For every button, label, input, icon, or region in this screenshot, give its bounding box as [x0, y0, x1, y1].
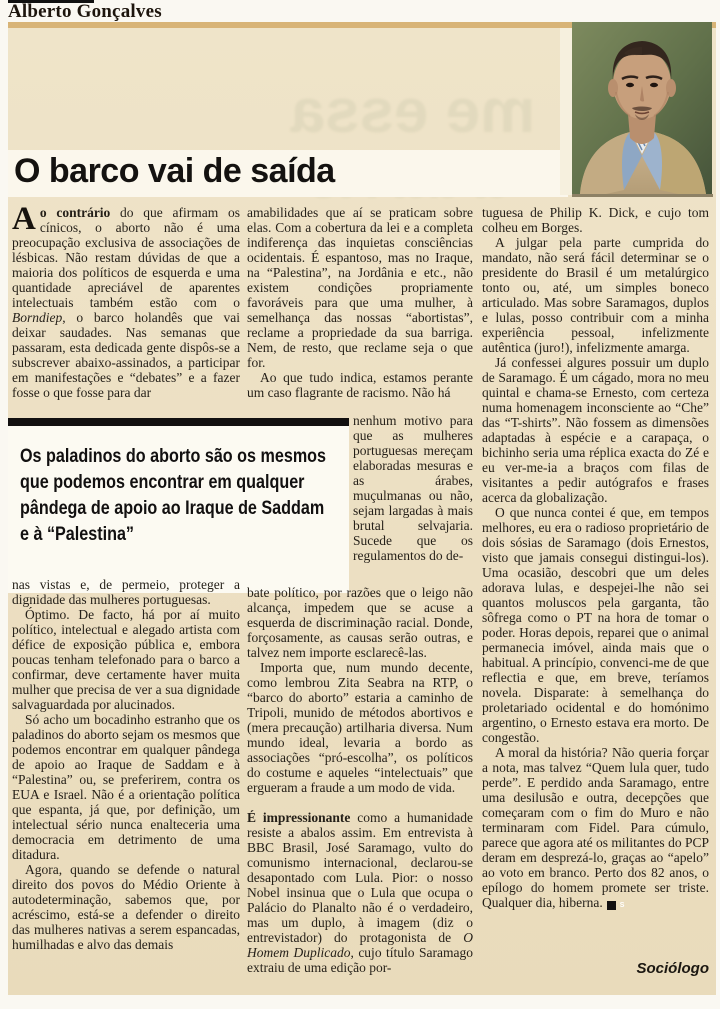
body-paragraph: bate político, por razões que o leigo não alcança, impedem que se acuse a esquerda de discriminação racial. Donde, forçosamente, as causas serão outras, e talvez nem importe esclarecê-las. [247, 585, 473, 660]
author-byline: Alberto Gonçalves [8, 1, 162, 22]
headline: O barco vai de saída [14, 152, 335, 190]
column-1-top [12, 201, 240, 400]
body-text: do que afirmam os cínicos, o aborto não é uma preocupação exclusiva de associações de lésbicas. Não restam dúvidas de que a maioria dos políticos de esquerda e uma quantidade apreciável de aparentes intelectuais também estão com o [12, 205, 240, 310]
pull-quote-line: que podemos encontrar em qualquer [20, 472, 305, 493]
pull-quote-line: pândega de apoio ao Iraque de Saddam [20, 498, 325, 519]
body-paragraph [482, 745, 709, 910]
body-text: como a humanidade resiste a abalos assim. Em entrevista à BBC Brasil, José Saramago, vulto do comunismo internacional, declarou-se desapontado com Lula. Pior: o nosso Nobel insinua que o Lula que ocupa o Palácio do Planalto não é o verdadeiro, mas um duplo, à imagem (diz o entrevistador) do protagonista de [247, 810, 473, 945]
author-role-signature: Sociólogo [636, 960, 709, 977]
photo-left-margin [560, 28, 572, 195]
body-paragraph: Importa que, num mundo decente, como lembrou Zita Seabra na RTP, o “barco do aborto” estaria a caminho de Tripoli, munido de métodos abortivos e (mera precaução) artilharia diversa. Num mundo ideal, levaria a bordo as associações “pró-escolha”, os políticos do costume e aqueles “intelectuais” que ergueram a fraude a um modo de vida. [247, 660, 473, 795]
pull-quote-top-bar [8, 418, 349, 426]
body-paragraph: A julgar pela parte cumprida do mandato, não será fácil determinar se o presidente do Brasil é um metalúrgico tonto ou, até, um simples boneco articulado. Mas sobre Saramagos, duplos e lulas, posso contribuir com a minha experiência pessoal, infelizmente autêntica (juro!), infelizmente amarga. [482, 235, 709, 355]
body-paragraph: Agora, quando se defende o natural direito dos povos do Médio Oriente à autodeterminação, sabemos que, por acréscimo, está-se a defender o direito das mulheres nativas a serem espancadas, humilhadas e alvo das demais [12, 862, 240, 952]
section-lead-bold: É impressionante [247, 810, 351, 825]
photo-bottom-shadow [572, 194, 713, 197]
column-3 [482, 205, 709, 910]
lead-in-bold: o contrário [39, 205, 111, 220]
drop-cap: A [12, 201, 36, 237]
column-2-narrow-wrap [353, 413, 473, 563]
column-1-bottom [12, 577, 240, 952]
body-text: A moral da história? Não queria forçar a nota, mas talvez “Quem lula quer, tudo perde”. E perdido anda Saramago, entre uma desilusão e outra, decepções que começaram com o fim do Muro e não terminaram com Fidel. Para cúmulo, parece que agora até os militantes do PCP deram em desprezá-lo, graças ao “apelo” ao voto em branco. Perto dos 82 anos, o epílogo do homem promete ser triste. Qualquer dia, hiberna. [482, 745, 709, 910]
body-paragraph: nenhum motivo para que as mulheres portuguesas mereçam elaboradas mesuras e as árabes, muçulmanas ou não, sejam largadas à mais brutal selvajaria. Sucede que os regulamentos do de- [353, 413, 473, 563]
pull-quote-line: e à “Palestina” [20, 524, 135, 545]
body-paragraph: Óptimo. De facto, há por aí muito político, intelectual e alegado artista com défice de exposição pública e, embora poucas tenham telefonado para o barco a confirmar, deve certamente haver muita mulher que precisa de ver a sua dignidade salvaguardada por alucinados. [12, 607, 240, 712]
author-portrait-illustration [572, 22, 712, 194]
column-2-bottom [247, 585, 473, 975]
body-paragraph: tuguesa de Philip K. Dick, e cujo tom colheu em Borges. [482, 205, 709, 235]
body-paragraph: Só acho um bocadinho estranho que os paladinos do aborto sejam os mesmos que podemos encontrar em qualquer pândega de apoio ao Iraque de Saddam e à “Palestina” ou, se preferirem, contra os EUA e Israel. Não é a orientação política que espanta, já que, por definição, um intelectual sério nunca enalteceria uma democracia em detrimento de uma ditadura. [12, 712, 240, 862]
body-paragraph [247, 810, 473, 975]
author-photo [572, 22, 712, 194]
body-paragraph: amabilidades que aí se praticam sobre elas. Com a cobertura da lei e a completa indiferença das inquietas consciências ocidentais. É espantoso, mas no Iraque, na “Palestina”, na Jordânia e etc., não existem condições propriamente favoráveis para que uma mulher, à semelhança das nossas “abortistas”, reclame a propriedade da sua barriga. Nem, de resto, que reclame seja o que for. [247, 205, 473, 370]
bleedthrough-ghost-text: me essa [290, 77, 536, 146]
body-paragraph: O que nunca contei é que, em tempos melhores, eu era o radioso proprietário de dois sósias de Saramago (dois Ernestos, visto que jamais consegui distingui-los). Uma ocasião, descobri que um deles adorava lulas, e despejei-lhe não sei quantos moluscos pela garganta, tão sôfrega como o PT na hora de tomar o poder. Horas depois, reparei que o animal permanecia imóvel, ainda mais que o habitual. A princípio, convenci-me de que reflectia e que, em breve, teríamos novela. Disparate: à semelhança do proletariado ocidental e do homónimo argentino, o Ernesto estava era morto. De congestão. [482, 505, 709, 745]
book-title-italic: O Homem Duplicado [247, 930, 473, 960]
pull-quote-line: Os paladinos do aborto são os mesmos [20, 446, 327, 467]
body-paragraph: Ao que tudo indica, estamos perante um caso flagrante de racismo. Não há [247, 370, 473, 400]
body-paragraph: Já confessei algures possuir um duplo de Saramago. É um cágado, mora no meu quintal e chama-se Ernesto, com certeza numa homenagem inconsciente ao “Che” das “T-shirts”. Não fossem as dimensões adaptadas à espécie e a carapaça, o bichinho seria uma réplica exacta do Zé e eu ver-me-ia a braços com filas de visitantes a pedir autógrafos e frases acerca da globalização. [482, 355, 709, 505]
body-text: , cujo título Saramago extraiu de uma edição por- [247, 945, 473, 975]
pull-quote-box [8, 426, 349, 593]
body-paragraph: nas vistas e, de permeio, proteger a dignidade das mulheres portuguesas. [12, 577, 240, 607]
article-end-mark: S [607, 901, 616, 910]
body-text: , o barco holandês que vai deixar saudades. Nas semanas que passaram, esta dedicada gente dispôs-se a subscrever abaixo-assinados, a participar em manifestações e “debates” e a fazer fosse o que fosse para dar [12, 310, 240, 400]
book-title-italic: Borndiep [12, 310, 63, 325]
column-2-top [247, 205, 473, 400]
article-paper [8, 28, 716, 995]
